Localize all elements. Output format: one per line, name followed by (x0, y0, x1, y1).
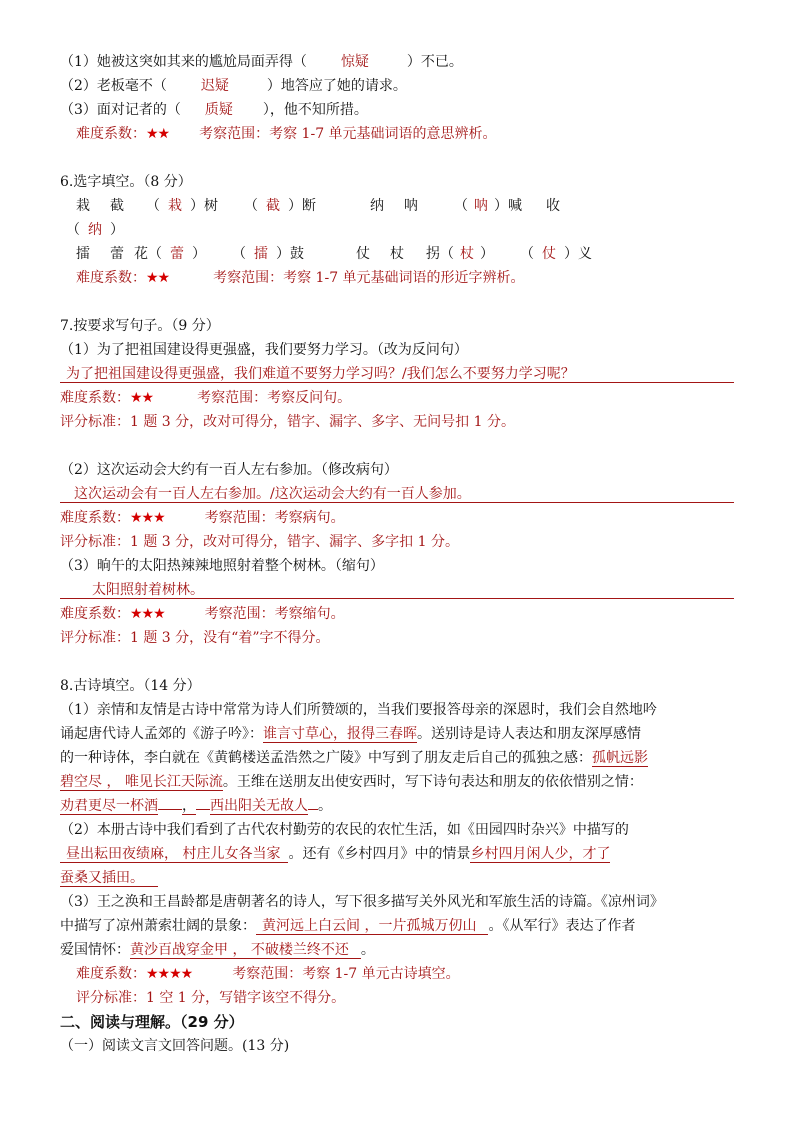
difficulty-label: 难度系数： (76, 270, 146, 286)
answer-underline (60, 502, 734, 503)
q8-difficulty (76, 964, 460, 984)
char: 擂 (76, 246, 90, 262)
q6-row-1 (76, 196, 560, 216)
q7-s3: （3）晌午的太阳热辣辣地照射着整个树林。（缩句） (60, 558, 384, 574)
q5-2-text: （2）老板毫不（ (60, 78, 167, 94)
q8-p3-line3 (60, 940, 375, 960)
text: 中描写了凉州萧索壮阔的景象： (60, 918, 256, 934)
q6-row-2 (66, 220, 124, 240)
blank (196, 809, 210, 810)
difficulty-stars: ★★ (146, 270, 170, 286)
word: 花（ (134, 246, 162, 262)
q5-3-answer: 质疑 (204, 102, 233, 118)
q5-line-2 (60, 76, 407, 96)
q6-answer: 蕾 (170, 246, 184, 262)
q6-answer: 仗 (542, 246, 556, 262)
char: 栽 (76, 198, 90, 214)
text: 爱国情怀： (60, 942, 130, 958)
difficulty-label: 难度系数： (76, 126, 146, 142)
q5-1-text: （1）她被这突如其来的尴尬局面弄得（ (60, 54, 307, 70)
q6-answer: 擂 (254, 246, 268, 262)
answer-underline (60, 382, 734, 383)
q8-answer: 劝君更尽一杯酒 (60, 798, 158, 814)
q8-answer: 谁言寸草心，报得三春晖 (263, 726, 417, 742)
q8-answer: 昼出耘田夜绩麻， 村庄儿女各当家 (60, 846, 288, 863)
q8-p3-line1: （3）王之涣和王昌龄都是唐朝著名的诗人，写下很多描写关外风光和军旅生活的诗篇。《凉州词》 (60, 894, 664, 910)
char: 纳 (370, 198, 384, 214)
word: ）断 (288, 198, 316, 214)
q6-answer: 截 (266, 198, 280, 214)
q8-answer: 乡村四月闲人少，才了 (470, 846, 611, 862)
q7-s2: （2）这次运动会大约有一百人左右参加。（修改病句） (60, 462, 398, 478)
difficulty-stars: ★★★ (130, 606, 165, 622)
q7-s1: （1）为了把祖国建设得更强盛，我们要努力学习。（改为反问句） (60, 342, 468, 358)
q8-p1-line5 (60, 796, 332, 816)
text: 。送别诗是诗人表达和朋友深厚感情 (417, 726, 641, 742)
text: ， (182, 798, 196, 814)
q8-p1-line1: （1）亲情和友情是古诗中常常为诗人们所赞颂的，当我们要报答母亲的深恩时，我们会自然地吟 (60, 702, 657, 718)
scope-text: 考察范围：考察病句。 (204, 510, 345, 526)
char: 呐 (404, 198, 418, 214)
q8-answer: 黄河远上白云间 ，一片孤城万仞山 (256, 918, 488, 935)
paren: ） (110, 222, 124, 238)
q8-criteria: 评分标准：1 空 1 分，写错字该空不得分。 (76, 990, 346, 1006)
paren: ） (192, 246, 206, 262)
char: 仗 (356, 246, 370, 262)
blank (308, 809, 318, 810)
word: ）义 (564, 246, 592, 262)
q8-answer: 黄沙百战穿金甲 ， 不破楼兰终不还 (130, 942, 361, 959)
section-2-title: 二、阅读与理解。（29 分） (60, 1013, 244, 1031)
q8-p3-line2 (60, 916, 635, 936)
q8-p1-line3 (60, 748, 648, 768)
q6-answer: 呐 (474, 198, 488, 214)
q5-3-tail: ），他不知所措。 (262, 102, 368, 118)
q7-criteria-2: 评分标准：1 题 3 分，改对可得分，错字、漏字、多字扣 1 分。 (60, 534, 459, 550)
paren: （ (66, 222, 80, 238)
char: 收 (546, 198, 560, 214)
q5-1-answer: 惊疑 (340, 54, 369, 70)
section-2-subtitle: （一）阅读文言文回答问题。(13 分) (60, 1038, 290, 1054)
q7-answer-2: 这次运动会有一百人左右参加。/这次运动会大约有一百人参加。 (74, 486, 471, 502)
text: 。还有《乡村四月》中的情景 (288, 846, 471, 862)
q8-p2-line3 (60, 868, 158, 888)
char: 杖 (390, 246, 404, 262)
q8-answer: 西出阳关无故人 (210, 798, 308, 814)
word: 拐（ (426, 246, 454, 262)
q6-title: 6.选字填空。（8 分） (60, 174, 192, 190)
q8-p1-line4 (60, 772, 643, 792)
q6-difficulty (76, 268, 525, 288)
q8-p2-line2 (60, 844, 610, 864)
scope-text: 考察范围：考察缩句。 (204, 606, 345, 622)
difficulty-label: 难度系数： (76, 966, 146, 982)
char: 蕾 (110, 246, 124, 262)
text: 。 (318, 798, 332, 814)
paren: ） (480, 246, 494, 262)
scope-text: 考察范围：考察反问句。 (197, 390, 352, 406)
q5-2-answer: 迟疑 (200, 78, 229, 94)
char: 截 (110, 198, 124, 214)
blank (158, 809, 182, 810)
difficulty-label: 难度系数： (60, 390, 130, 406)
q7-answer-1: 为了把祖国建设得更强盛，我们难道不要努力学习吗？/我们怎么不要努力学习呢？ (66, 366, 575, 382)
q7-criteria-3: 评分标准：1 题 3 分，没有“着”字不得分。 (60, 630, 330, 646)
paren: （ (520, 246, 534, 262)
word: ）鼓 (276, 246, 304, 262)
text: 的一种诗体，李白就在《黄鹤楼送孟浩然之广陵》中写到了朋友走后自己的孤独之感： (60, 750, 592, 766)
q5-1-tail: ）不已。 (406, 54, 463, 70)
text: 。《从军行》表达了作者 (488, 918, 636, 934)
q7-answer-3: 太阳照射着树林。 (92, 582, 204, 598)
answer-underline (60, 598, 734, 599)
q5-2-tail: ）地答应了她的请求。 (266, 78, 407, 94)
q5-difficulty (76, 124, 497, 144)
difficulty-stars: ★★ (130, 390, 154, 406)
q6-answer: 纳 (88, 222, 102, 238)
q6-answer: 栽 (168, 198, 182, 214)
difficulty-label: 难度系数： (60, 606, 130, 622)
word: ）树 (190, 198, 218, 214)
paren: （ (244, 198, 258, 214)
q5-line-3 (60, 100, 368, 120)
q8-answer: 碧空尽 ， 唯见长江天际流 (60, 774, 223, 790)
q6-answer: 杖 (460, 246, 474, 262)
q6-row-3 (76, 244, 592, 264)
q5-3-text: （3）面对记者的（ (60, 102, 181, 118)
q7-title: 7.按要求写句子。（9 分） (60, 318, 220, 334)
difficulty-stars: ★★ (146, 126, 170, 142)
difficulty-label: 难度系数： (60, 510, 130, 526)
q8-p1-line2 (60, 724, 641, 744)
difficulty-stars: ★★★★ (146, 966, 193, 982)
q7-difficulty-2 (60, 508, 345, 528)
q8-p2-line1: （2）本册古诗中我们看到了古代农村勤劳的农民的农忙生活，如《田园四时杂兴》中描写的 (60, 822, 629, 838)
q7-difficulty-1 (60, 388, 351, 408)
difficulty-stars: ★★★ (130, 510, 165, 526)
paren: （ (454, 198, 468, 214)
q8-answer: 蚕桑又插田。 (60, 870, 158, 887)
text: 诵起唐代诗人孟郊的《游子吟》： (60, 726, 263, 742)
paren: （ (146, 198, 160, 214)
scope-text: 考察范围：考察 1-7 单元基础词语的意思辨析。 (199, 126, 497, 142)
q5-line-1 (60, 52, 463, 72)
q7-difficulty-3 (60, 604, 345, 624)
text: 。 (360, 942, 375, 958)
q8-title: 8.古诗填空。（14 分） (60, 678, 201, 694)
word: ）喊 (494, 198, 522, 214)
scope-text: 考察范围：考察 1-7 单元基础词语的形近字辨析。 (213, 270, 525, 286)
q7-criteria-1: 评分标准：1 题 3 分，改对可得分，错字、漏字、多字、无问号扣 1 分。 (60, 414, 515, 430)
q8-answer: 孤帆远影 (592, 750, 648, 766)
scope-text: 考察范围：考察 1-7 单元古诗填空。 (232, 966, 460, 982)
paren: （ (232, 246, 246, 262)
text: 。王维在送朋友出使安西时，写下诗句表达和朋友的依依惜别之情： (222, 774, 643, 790)
